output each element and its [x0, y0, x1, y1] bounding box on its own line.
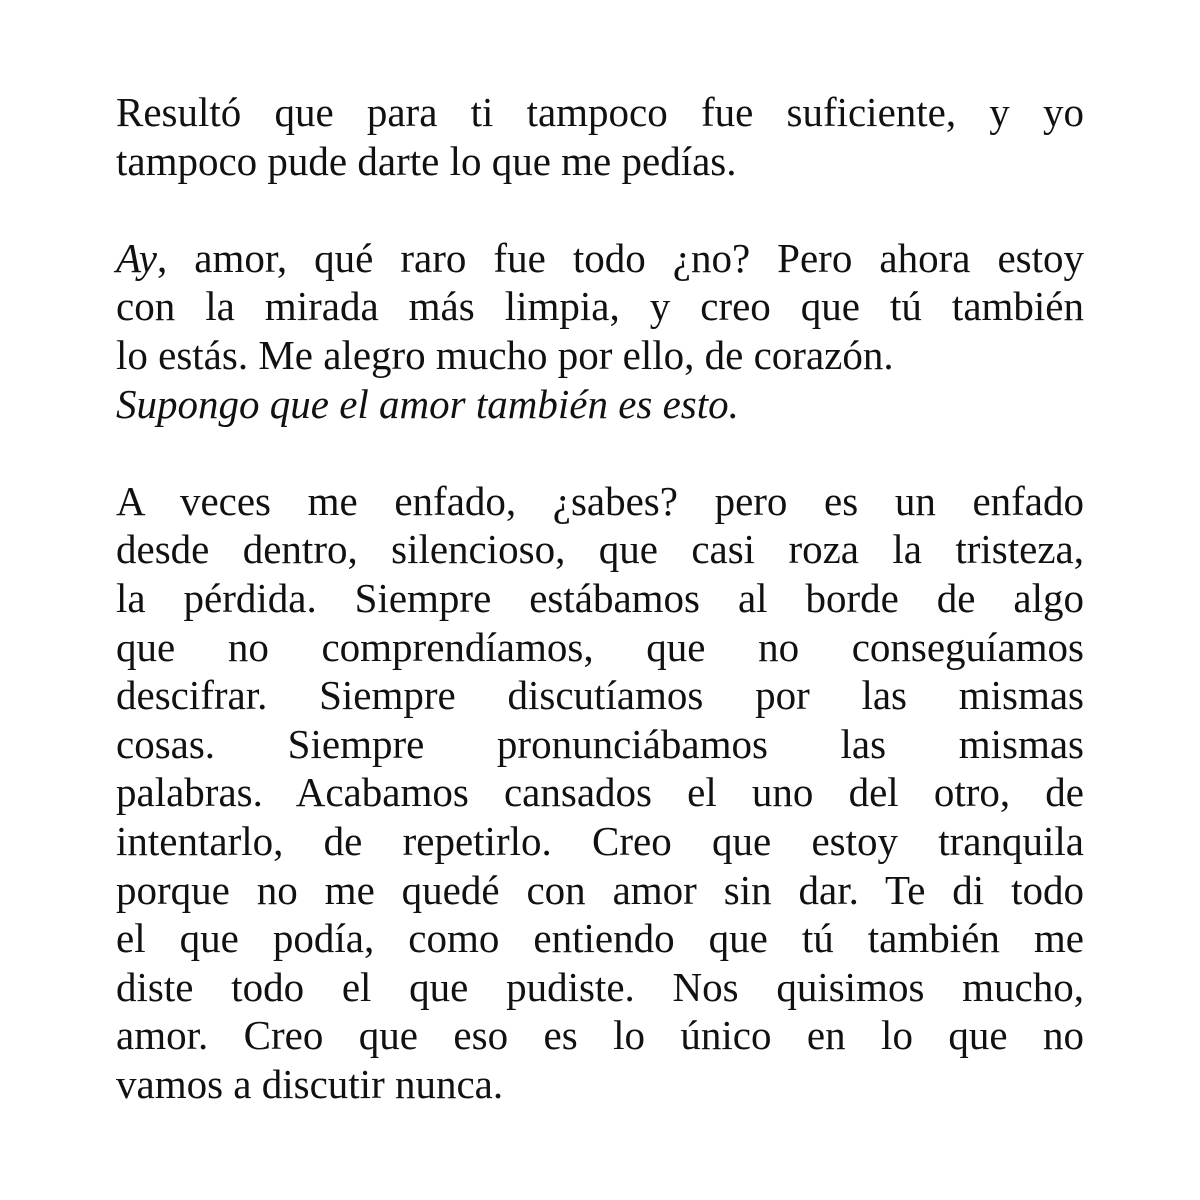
- paragraph-1: [116, 88, 1084, 185]
- text-line: amor. Creo que eso es lo único en lo que no: [116, 1012, 1084, 1059]
- text-line: palabras. Acabamos cansados el uno del otro, de: [116, 769, 1084, 816]
- text-page: [116, 88, 1084, 1108]
- text-line: que no comprendíamos, que no conseguíamos: [116, 623, 1084, 670]
- text-line: el que podía, como entiendo que tú también me: [116, 915, 1084, 962]
- paragraph-3: [116, 477, 1084, 1109]
- italic-line: Supongo que el amor también es esto.: [116, 380, 739, 427]
- text-line: lo estás. Me alegro mucho por ello, de corazón.: [116, 331, 894, 378]
- text-line: A veces me enfado, ¿sabes? pero es un enfado: [116, 477, 1084, 524]
- italic-word: Ay: [116, 234, 157, 281]
- text-line: porque no me quedé con amor sin dar. Te di todo: [116, 866, 1084, 913]
- text-line: desde dentro, silencioso, que casi roza la tristeza,: [116, 526, 1084, 573]
- text-line: intentarlo, de repetirlo. Creo que estoy tranquila: [116, 817, 1084, 864]
- text-line: descifrar. Siempre discutíamos por las mismas: [116, 672, 1084, 719]
- text-line: con la mirada más limpia, y creo que tú también: [116, 283, 1084, 330]
- text-line: [116, 234, 1084, 283]
- text-line: cosas. Siempre pronunciábamos las mismas: [116, 720, 1084, 767]
- text-line: vamos a discutir nunca.: [116, 1060, 504, 1107]
- text-line: la pérdida. Siempre estábamos al borde de algo: [116, 574, 1084, 621]
- paragraph-2: [116, 234, 1084, 428]
- text-line: tampoco pude darte lo que me pedías.: [116, 137, 737, 184]
- text-line: diste todo el que pudiste. Nos quisimos mucho,: [116, 963, 1084, 1010]
- text-segment: , amor, qué raro fue todo ¿no? Pero ahora estoy: [156, 234, 1084, 281]
- text-line: Resultó que para ti tampoco fue suficiente, y yo: [116, 89, 1084, 135]
